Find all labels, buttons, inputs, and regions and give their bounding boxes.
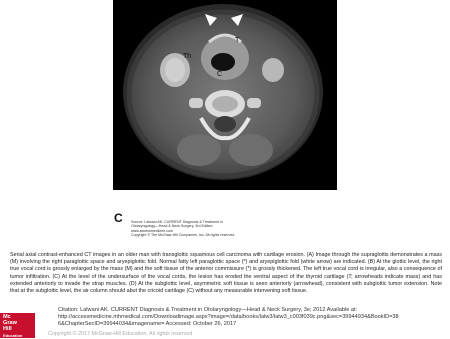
citation-line: Citation: Lalwani AK. CURRENT Diagnosis & Treatment in Otolaryngology—Head & Neck Surgery, 3e; 2012 Available at:	[58, 307, 358, 313]
citation	[58, 307, 443, 328]
airway	[211, 53, 235, 71]
ct-scan-drawing	[113, 0, 337, 190]
figure-caption: Serial axial contrast-enhanced CT images in an older man with transglottic squamous cell carcinoma with cartilage erosion. (A) Image through the supraglottis demonstrates a mass (M) involving the right paraglottic space and aryepiglottic fold. Normal fatty left paraglottic space (*) and aryepiglottic fold (white arrow) are indicated. (B) At the glottic level, the right true vocal cord is grossly enlarged by the mass (M) and the soft tissue of the anterior commissure (*) is grossly thickened. The left true vocal cord is irregular, also a consequence of tumor infiltration. (C) At the level of the undersurface of the vocal cords, the lesion has eroded the ventral aspect of the thyroid cartilage (T; arrowheads indicate mass) and has extended anteriorly to invade the strap muscles. (D) At the subglottic level, asymmetric soft tissue is seen anteriorly (arrowhead), consistent with subglottic tumor extension. Note that at the subglottic level, the air column should abut the cricoid cartilage (C) without any measurable intervening soft tissue.	[10, 252, 442, 295]
label-th: Th	[183, 53, 192, 60]
source-line: www.accessmedicine.com	[131, 228, 173, 233]
publisher-logo: Mc Graw Hill Education	[0, 313, 35, 338]
source-line: Copyright © The McGraw-Hill Companies, Inc. All rights reserved.	[131, 233, 236, 238]
figure-source	[131, 220, 331, 238]
label-t: T	[235, 37, 240, 44]
panel-letter: C	[114, 211, 123, 225]
citation-line: 6&ChapterSecID=39944034&imagename= Accessed: October 26, 2017	[58, 321, 237, 327]
copyright-notice: Copyright © 2017 McGraw-Hill Education. All rights reserved	[48, 331, 193, 337]
spinal-canal	[214, 116, 236, 132]
source-line: Otolaryngology—Head & Neck Surgery, 3rd Edition:	[131, 224, 214, 229]
figure-panel	[113, 0, 337, 236]
source-line: Source: Lalwani AK: CURRENT Diagnosis & Treatment in	[131, 220, 223, 224]
ct-scan-image	[113, 0, 337, 190]
label-c: C	[217, 71, 223, 78]
citation-line: http://accessmedicine.mhmedical.com/Downloadimage.aspx?image=/data/books/lalw3/lalw3_c003f039c.png&sec=39944934&BookID=38	[58, 314, 399, 320]
